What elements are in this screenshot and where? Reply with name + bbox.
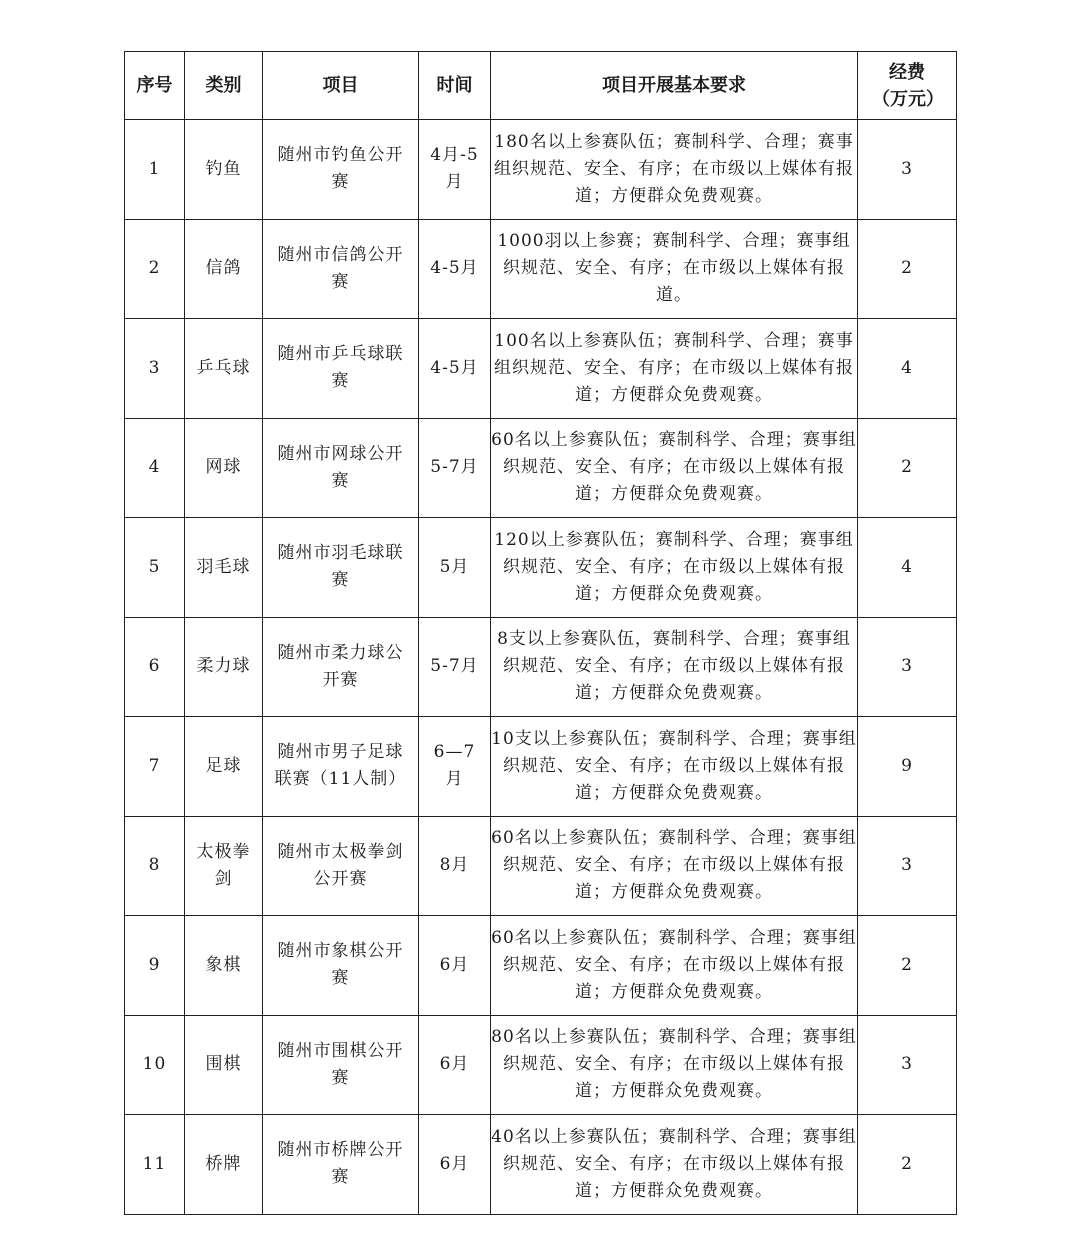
cell-category-text: 围棋 [205, 1054, 242, 1075]
cell-project-text: 随州市柔力球公开赛 [277, 642, 404, 690]
table-row [125, 518, 957, 618]
table-row [125, 1015, 957, 1115]
cell-time-text: 6月 [439, 1054, 470, 1075]
cell-project-text: 随州市信鸽公开赛 [277, 244, 404, 292]
cell-category-text: 乒乓球 [196, 357, 251, 378]
cell-category [185, 816, 263, 916]
cell-time [419, 120, 491, 220]
cell-seq: 5 [125, 518, 185, 618]
cell-time [419, 319, 491, 419]
cell-seq: 2 [125, 219, 185, 319]
cell-seq: 1 [125, 120, 185, 220]
cell-seq: 10 [125, 1015, 185, 1115]
cell-time [419, 1115, 491, 1215]
cell-category-text: 网球 [205, 457, 242, 478]
cell-requirements: 120以上参赛队伍；赛制科学、合理；赛事组织规范、安全、有序；在市级以上媒体有报道；方便群众免费观赛。 [491, 518, 858, 618]
cell-time-text: 4月-5月 [430, 145, 479, 193]
table-row [125, 717, 957, 817]
cell-time [419, 916, 491, 1016]
cell-requirements: 60名以上参赛队伍；赛制科学、合理；赛事组织规范、安全、有序；在市级以上媒体有报道；方便群众免费观赛。 [491, 916, 858, 1016]
cell-project [263, 319, 419, 419]
cell-fee: 3 [858, 1015, 957, 1115]
cell-fee: 3 [858, 617, 957, 717]
table-row [125, 816, 957, 916]
cell-category [185, 617, 263, 717]
header-category: 类别 [185, 52, 263, 120]
cell-category [185, 120, 263, 220]
header-row [125, 52, 957, 120]
cell-category-text: 足球 [205, 755, 242, 776]
table-row [125, 418, 957, 518]
cell-time-text: 6月 [439, 954, 470, 975]
cell-fee: 2 [858, 916, 957, 1016]
cell-time-text: 6月 [439, 1153, 470, 1174]
cell-time [419, 816, 491, 916]
cell-time-text: 8月 [439, 855, 470, 876]
cell-requirements: 60名以上参赛队伍；赛制科学、合理；赛事组织规范、安全、有序；在市级以上媒体有报道；方便群众免费观赛。 [491, 418, 858, 518]
cell-requirements: 60名以上参赛队伍；赛制科学、合理；赛事组织规范、安全、有序；在市级以上媒体有报道；方便群众免费观赛。 [491, 816, 858, 916]
cell-category [185, 717, 263, 817]
cell-seq: 7 [125, 717, 185, 817]
cell-category-text: 钓鱼 [205, 158, 242, 179]
cell-fee: 4 [858, 319, 957, 419]
cell-requirements: 40名以上参赛队伍；赛制科学、合理；赛事组织规范、安全、有序；在市级以上媒体有报道；方便群众免费观赛。 [491, 1115, 858, 1215]
cell-time-text: 5月 [439, 556, 470, 577]
table-body [125, 120, 957, 1215]
cell-requirements: 1000羽以上参赛；赛制科学、合理；赛事组织规范、安全、有序；在市级以上媒体有报道。 [491, 219, 858, 319]
table-row [125, 219, 957, 319]
cell-time-text: 4-5月 [430, 357, 479, 378]
cell-time-text: 5-7月 [430, 457, 479, 478]
cell-seq: 9 [125, 916, 185, 1016]
cell-time [419, 518, 491, 618]
cell-category [185, 518, 263, 618]
cell-category-text: 柔力球 [196, 656, 251, 677]
cell-fee: 3 [858, 816, 957, 916]
cell-seq: 4 [125, 418, 185, 518]
cell-category-text: 羽毛球 [196, 556, 251, 577]
header-time: 时间 [419, 52, 491, 120]
events-table [124, 51, 957, 1215]
table-row [125, 319, 957, 419]
cell-time [419, 1015, 491, 1115]
cell-project-text: 随州市桥牌公开赛 [277, 1140, 404, 1188]
table-header [125, 52, 957, 120]
header-seq: 序号 [125, 52, 185, 120]
cell-fee: 3 [858, 120, 957, 220]
cell-requirements: 10支以上参赛队伍；赛制科学、合理；赛事组织规范、安全、有序；在市级以上媒体有报道；方便群众免费观赛。 [491, 717, 858, 817]
cell-project [263, 1115, 419, 1215]
table-row [125, 916, 957, 1016]
header-project: 项目 [263, 52, 419, 120]
cell-requirements: 80名以上参赛队伍；赛制科学、合理；赛事组织规范、安全、有序；在市级以上媒体有报道；方便群众免费观赛。 [491, 1015, 858, 1115]
cell-project [263, 518, 419, 618]
table-row [125, 120, 957, 220]
table-row [125, 1115, 957, 1215]
cell-project-text: 随州市羽毛球联赛 [277, 543, 404, 591]
cell-time-text: 5-7月 [430, 656, 479, 677]
cell-requirements: 100名以上参赛队伍；赛制科学、合理；赛事组织规范、安全、有序；在市级以上媒体有报道；方便群众免费观赛。 [491, 319, 858, 419]
cell-time [419, 717, 491, 817]
cell-fee: 2 [858, 418, 957, 518]
header-requirements: 项目开展基本要求 [491, 52, 858, 120]
cell-project [263, 1015, 419, 1115]
cell-seq: 6 [125, 617, 185, 717]
cell-time-text: 6—7月 [433, 742, 476, 790]
cell-category [185, 916, 263, 1016]
cell-project [263, 916, 419, 1016]
cell-project [263, 418, 419, 518]
cell-category [185, 1015, 263, 1115]
cell-time [419, 219, 491, 319]
cell-seq: 11 [125, 1115, 185, 1215]
cell-category [185, 219, 263, 319]
cell-seq: 8 [125, 816, 185, 916]
cell-requirements: 8支以上参赛队伍，赛制科学、合理；赛事组织规范、安全、有序；在市级以上媒体有报道；方便群众免费观赛。 [491, 617, 858, 717]
cell-project-text: 随州市象棋公开赛 [277, 941, 404, 989]
cell-project [263, 120, 419, 220]
table-row [125, 617, 957, 717]
cell-project-text: 随州市围棋公开赛 [277, 1040, 404, 1088]
cell-time [419, 418, 491, 518]
cell-category-text: 象棋 [205, 954, 242, 975]
cell-fee: 4 [858, 518, 957, 618]
cell-project-text: 随州市太极拳剑公开赛 [277, 841, 404, 889]
cell-fee: 2 [858, 219, 957, 319]
cell-project-text: 随州市乒乓球联赛 [277, 344, 404, 392]
cell-project-text: 随州市钓鱼公开赛 [277, 145, 404, 193]
cell-category [185, 1115, 263, 1215]
cell-fee: 2 [858, 1115, 957, 1215]
cell-project [263, 219, 419, 319]
cell-category-text: 桥牌 [205, 1153, 242, 1174]
cell-time-text: 4-5月 [430, 258, 479, 279]
cell-time [419, 617, 491, 717]
cell-category-text: 太极拳剑 [196, 841, 251, 889]
cell-fee: 9 [858, 717, 957, 817]
cell-project-text: 随州市男子足球联赛（11人制） [274, 742, 407, 790]
header-fee [858, 52, 957, 120]
cell-category-text: 信鸽 [205, 258, 242, 279]
cell-category [185, 319, 263, 419]
header-fee-label: 经费（万元） [872, 61, 944, 110]
cell-project [263, 617, 419, 717]
cell-project [263, 816, 419, 916]
cell-seq: 3 [125, 319, 185, 419]
cell-requirements: 180名以上参赛队伍；赛制科学、合理；赛事组织规范、安全、有序；在市级以上媒体有报道；方便群众免费观赛。 [491, 120, 858, 220]
cell-project [263, 717, 419, 817]
cell-category [185, 418, 263, 518]
cell-project-text: 随州市网球公开赛 [277, 443, 404, 491]
